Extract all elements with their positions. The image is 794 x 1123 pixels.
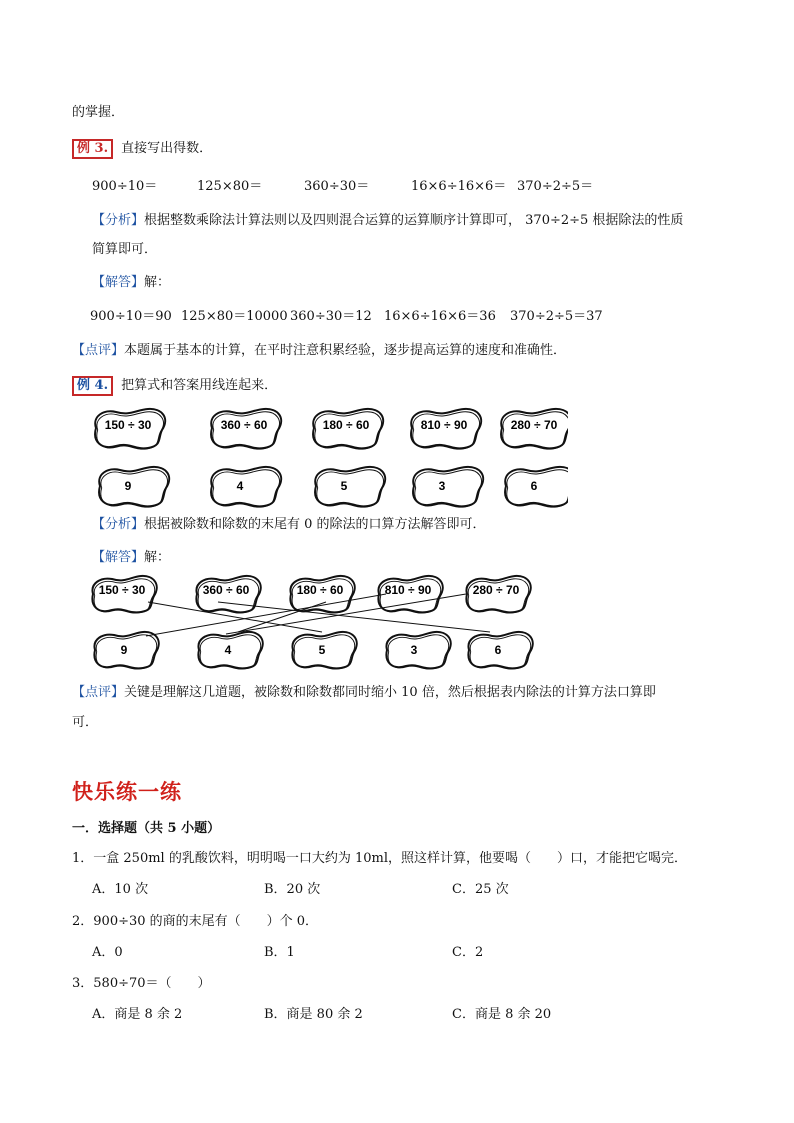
answer-label: 4 <box>224 643 232 657</box>
answer-tag: 【解答】 <box>92 275 145 290</box>
expression-label: 180 ÷ 60 <box>322 418 370 432</box>
answer-label: 9 <box>124 479 132 493</box>
question-1-option-c[interactable]: C．25 次 <box>452 882 509 897</box>
comment-tag: 【点评】 <box>72 685 125 700</box>
section-heading: 一．选择题（共 5 小题） <box>72 821 221 836</box>
analysis-tag: 【分析】 <box>92 517 145 532</box>
example3-answer-header <box>92 274 170 292</box>
example3-question: 直接写出得数． <box>121 141 213 156</box>
example3-answer-3: 16×6÷16×6＝36 <box>384 309 496 324</box>
intro-tail: 的掌握． <box>72 105 125 120</box>
example4-label: 例 4. <box>72 376 113 396</box>
expression-label: 810 ÷ 90 <box>420 418 468 432</box>
expression-row <box>95 409 568 449</box>
matching-solution-figure <box>86 572 536 672</box>
example3-header <box>72 139 212 159</box>
example4-question: 把算式和答案用线连起来． <box>121 378 278 393</box>
answer-tag: 【解答】 <box>92 550 145 565</box>
example4-comment <box>72 684 656 702</box>
answer-label: 5 <box>340 479 348 493</box>
bean-shape <box>315 467 385 507</box>
example3-problem-4: 370÷2÷5＝ <box>517 179 594 194</box>
question-2-option-b[interactable]: B．1 <box>264 945 295 960</box>
answer-label: 4 <box>236 479 244 493</box>
comment-text: 关键是理解这几道题，被除数和除数都同时缩小 10 倍，然后根据表内除法的计算方法口算即 <box>124 685 656 700</box>
analysis-text: 根据被除数和除数的末尾有 0 的除法的口算方法解答即可． <box>144 517 486 532</box>
example4-comment-line2: 可． <box>72 715 99 730</box>
expression-label: 150 ÷ 30 <box>104 418 152 432</box>
expression-label: 180 ÷ 60 <box>296 583 344 597</box>
answer-label: 9 <box>120 643 128 657</box>
example4-answer-header <box>92 549 170 567</box>
expression-label: 360 ÷ 60 <box>220 418 268 432</box>
answer-text: 解： <box>144 550 171 565</box>
answer-row <box>94 632 532 669</box>
answer-label: 6 <box>530 479 538 493</box>
example3-answer-1: 125×80＝10000 <box>181 309 288 324</box>
example3-answer-4: 370÷2÷5＝37 <box>510 309 603 324</box>
expression-label: 360 ÷ 60 <box>202 583 250 597</box>
practice-title: 快乐练一练 <box>72 780 182 804</box>
answer-label: 5 <box>318 643 326 657</box>
bean-shape <box>413 467 483 507</box>
analysis-text: 根据整数乘除法计算法则以及四则混合运算的运算顺序计算即可， 370÷2÷5 根据除法的性质 <box>144 213 684 228</box>
matching-figure <box>88 402 568 512</box>
example3-comment <box>72 342 566 360</box>
question-1-option-a[interactable]: A．10 次 <box>92 882 149 897</box>
bean-shape <box>99 467 169 507</box>
example4-header <box>72 376 277 396</box>
connector-line <box>146 594 386 636</box>
example3-analysis-line2: 简算即可． <box>92 242 158 257</box>
answer-text: 解： <box>144 275 171 290</box>
comment-text: 本题属于基本的计算，在平时注意积累经验，逐步提高运算的速度和准确性． <box>124 343 567 358</box>
question-1: 1．一盒 250ml 的乳酸饮料，明明喝一口大约为 10ml，照这样计算，他要喝（ ）口，才能把它喝完． <box>72 851 687 866</box>
question-2-option-a[interactable]: A．0 <box>92 945 123 960</box>
connector-line <box>218 602 490 632</box>
example3-answer-2: 360÷30＝12 <box>290 309 372 324</box>
answer-label: 3 <box>438 479 446 493</box>
example3-problem-1: 125×80＝ <box>197 179 263 194</box>
example3-problem-2: 360÷30＝ <box>304 179 370 194</box>
answer-label: 3 <box>410 643 418 657</box>
expression-label: 150 ÷ 30 <box>98 583 146 597</box>
example3-analysis <box>92 212 683 230</box>
bean-shape <box>211 467 281 507</box>
bean-shape <box>386 632 450 669</box>
example3-answer-0: 900÷10＝90 <box>90 309 172 324</box>
question-3-option-a[interactable]: A．商是 8 余 2 <box>92 1007 183 1022</box>
analysis-tag: 【分析】 <box>92 213 145 228</box>
question-3-option-c[interactable]: C．商是 8 余 20 <box>452 1007 552 1022</box>
question-3-option-b[interactable]: B．商是 80 余 2 <box>264 1007 363 1022</box>
comment-tag: 【点评】 <box>72 343 125 358</box>
example3-label: 例 3. <box>72 139 113 159</box>
answer-row <box>99 467 568 507</box>
expression-label: 810 ÷ 90 <box>384 583 432 597</box>
expression-label: 280 ÷ 70 <box>510 418 558 432</box>
example3-problem-3: 16×6÷16×6＝ <box>411 179 507 194</box>
question-2: 2．900÷30 的商的末尾有（ ）个 0． <box>72 914 319 929</box>
question-1-option-b[interactable]: B．20 次 <box>264 882 321 897</box>
question-3: 3．580÷70＝（ ） <box>72 976 211 991</box>
question-2-option-c[interactable]: C．2 <box>452 945 484 960</box>
example3-problem-0: 900÷10＝ <box>92 179 158 194</box>
example4-analysis <box>92 516 486 534</box>
answer-label: 6 <box>494 643 502 657</box>
expression-label: 280 ÷ 70 <box>472 583 520 597</box>
